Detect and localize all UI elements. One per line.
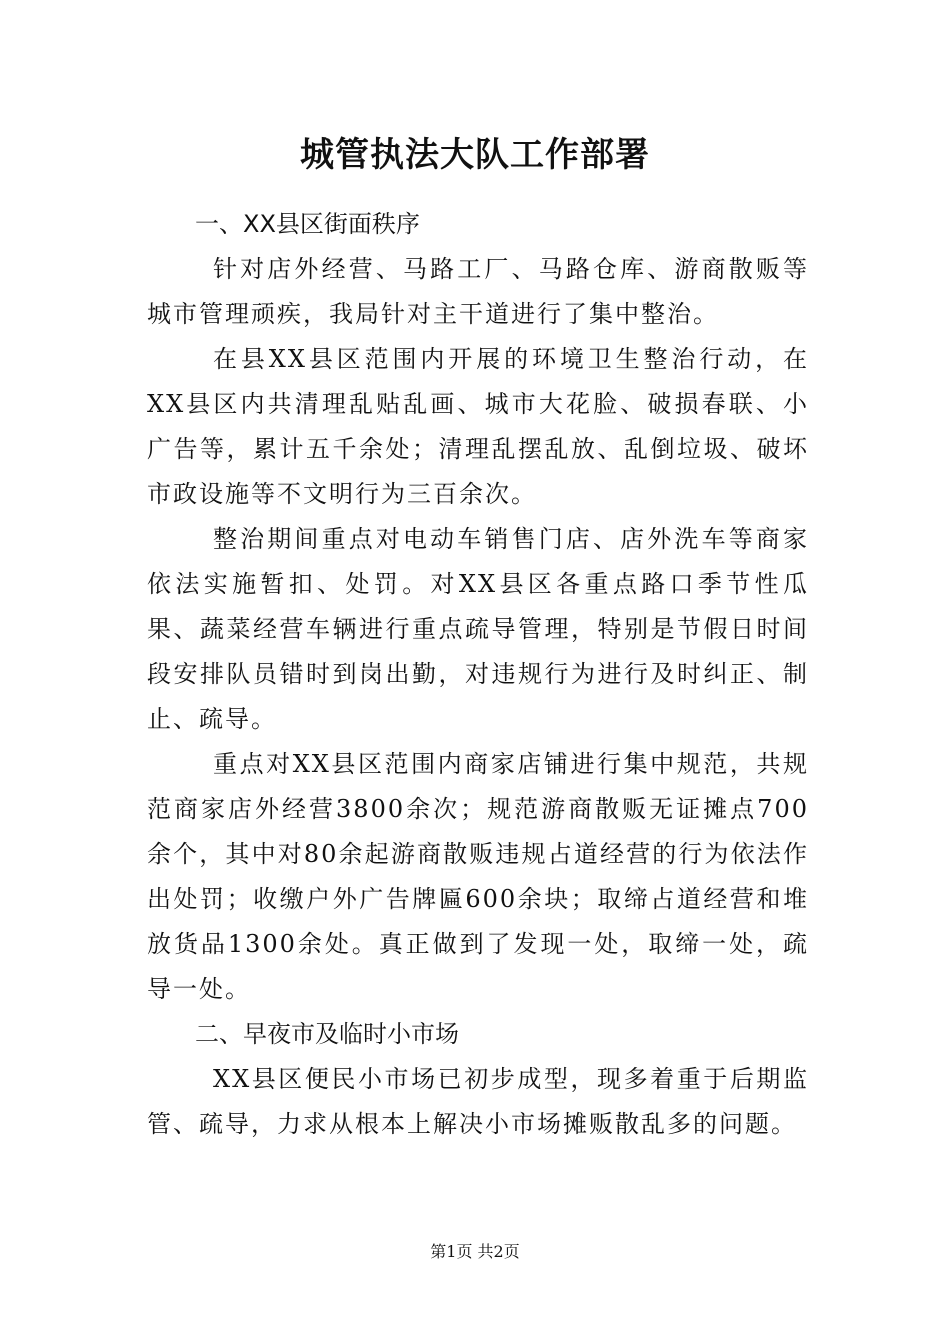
page-number-footer: 第1页 共2页 (430, 1242, 520, 1261)
section-heading: 二、早夜市及临时小市场 (195, 1020, 459, 1048)
section-street-order (147, 202, 809, 1012)
paragraph: 重点对XX县区范围内商家店铺进行集中规范，共规范商家店外经营3800余次；规范游商散贩无证摊点700余个，其中对80余起游商散贩违规占道经营的行为依法作出处罚；收缴户外广告牌匾600余块；取缔占道经营和堆放货品1300余处。真正做到了发现一处，取缔一处，疏导一处。 (147, 750, 809, 1003)
paragraph: 在县XX县区范围内开展的环境卫生整治行动，在XX县区内共清理乱贴乱画、城市大花脸、破损春联、小广告等，累计五千余处；清理乱摆乱放、乱倒垃圾、破坏市政设施等不文明行为三百余次。 (147, 345, 809, 508)
paragraph: 针对店外经营、马路工厂、马路仓库、游商散贩等城市管理顽疾，我局针对主干道进行了集中整治。 (147, 255, 809, 328)
paragraph: 整治期间重点对电动车销售门店、店外洗车等商家依法实施暂扣、处罚。对XX县区各重点路口季节性瓜果、蔬菜经营车辆进行重点疏导管理，特别是节假日时间段安排队员错时到岗出勤，对违规行为进行及时纠正、制止、疏导。 (147, 525, 809, 733)
document-body (147, 202, 809, 1147)
section-markets (147, 1012, 809, 1147)
paragraph: XX县区便民小市场已初步成型，现多着重于后期监管、疏导，力求从根本上解决小市场摊贩散乱多的问题。 (147, 1065, 809, 1138)
section-heading: 一、XX县区街面秩序 (195, 210, 420, 238)
document-title: 城管执法大队工作部署 (300, 135, 650, 175)
